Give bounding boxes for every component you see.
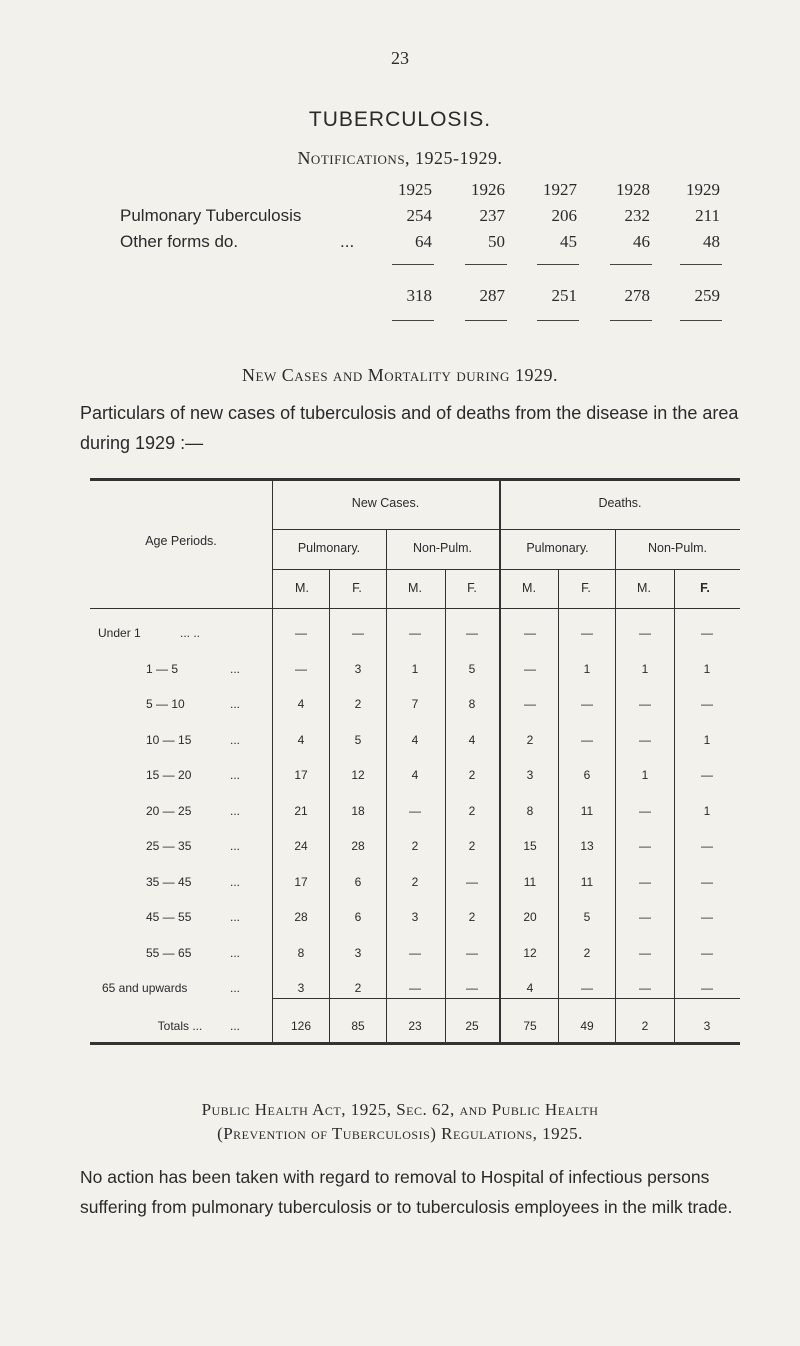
table-cell: — (639, 875, 651, 889)
age-period: 45 — 55 (146, 910, 192, 924)
table-cell: 3 (297, 981, 305, 995)
notifications-row (110, 232, 720, 258)
deaths-nonpulm-header: Non-Pulm. (647, 541, 708, 555)
notifications-value: 48 (703, 232, 720, 251)
table-cell: 6 (583, 768, 591, 782)
rule (392, 264, 434, 265)
total-value: 75 (523, 1019, 537, 1033)
table-cell: 2 (468, 839, 476, 853)
table-cell: — (295, 662, 307, 676)
total-value: 25 (465, 1019, 479, 1033)
table-cell: 18 (351, 804, 365, 818)
table-cell: 8 (468, 697, 476, 711)
leader-dots: ... (230, 875, 241, 889)
table-cell: 20 (523, 910, 537, 924)
table-cell: — (581, 626, 593, 640)
leader-dots: ... (230, 981, 241, 995)
age-period: Under 1 (98, 626, 141, 640)
age-period: 10 — 15 (146, 733, 192, 747)
table-cell: 2 (468, 768, 476, 782)
header-rule (272, 529, 740, 530)
table-cell: 1 (703, 662, 711, 676)
table-cell: — (466, 981, 478, 995)
table-cell: 17 (294, 768, 308, 782)
rule (465, 320, 507, 321)
table-cell: 28 (351, 839, 365, 853)
table-cell: 8 (526, 804, 534, 818)
notifications-row-dots: ... (340, 232, 355, 251)
rule (680, 320, 722, 321)
table-cell: 1 (583, 662, 591, 676)
notifications-value: 206 (551, 206, 577, 225)
header-rule (90, 608, 740, 609)
page-number: 23 (391, 48, 409, 68)
table-cell: — (701, 875, 713, 889)
total-value: 2 (641, 1019, 649, 1033)
notifications-years-row (110, 180, 720, 206)
table-cell: 4 (526, 981, 534, 995)
notifications-value: 232 (624, 206, 650, 225)
age-period: 25 — 35 (146, 839, 192, 853)
column-divider (558, 569, 559, 1042)
table-cell: 3 (411, 910, 419, 924)
rule (537, 320, 579, 321)
sex-header: F. (700, 581, 710, 595)
notifications-heading: Notifications, 1925-1929. (297, 148, 503, 168)
leader-dots: ... (230, 839, 241, 853)
rule (610, 264, 652, 265)
year-header: 1927 (543, 180, 577, 199)
sex-header: M. (637, 581, 651, 595)
table-cell: — (701, 768, 713, 782)
table-cell: 24 (294, 839, 308, 853)
table-cell: — (409, 981, 421, 995)
notifications-value: 64 (415, 232, 432, 251)
age-period: 20 — 25 (146, 804, 192, 818)
table-cell: 3 (354, 946, 362, 960)
table-cell: — (409, 626, 421, 640)
table-cell: — (581, 697, 593, 711)
totals-rule (272, 998, 740, 999)
table-cell: — (639, 804, 651, 818)
table-cell: 1 (411, 662, 419, 676)
sex-header: M. (522, 581, 536, 595)
column-divider (615, 529, 616, 1042)
year-header: 1929 (686, 180, 720, 199)
rule (537, 264, 579, 265)
table-cell: 11 (580, 804, 594, 818)
sex-header: M. (295, 581, 309, 595)
table-cell: 1 (703, 804, 711, 818)
year-header: 1926 (471, 180, 505, 199)
table-cell: — (409, 946, 421, 960)
table-cell: 5 (354, 733, 362, 747)
table-cell: 4 (411, 768, 419, 782)
table-cell: — (524, 626, 536, 640)
age-period: 35 — 45 (146, 875, 192, 889)
table-cell: 11 (580, 875, 594, 889)
table-cell: — (639, 981, 651, 995)
page-title: TUBERCULOSIS. (308, 108, 492, 131)
table-cell: — (639, 697, 651, 711)
table-cell: — (581, 981, 593, 995)
table-cell: — (524, 662, 536, 676)
table-cell: — (409, 804, 421, 818)
table-cell: 6 (354, 875, 362, 889)
public-health-heading-line: (Prevention of Tuberculosis) Regulations, 1925. (217, 1124, 583, 1143)
column-divider (674, 569, 675, 1042)
table-cell: — (639, 626, 651, 640)
age-periods-header: Age Periods. (145, 534, 217, 548)
header-rule (272, 569, 740, 570)
sex-header: F. (581, 581, 591, 595)
age-period: 1 — 5 (146, 662, 179, 676)
table-top-rule (90, 478, 740, 481)
leader-dots: ... (230, 910, 241, 924)
total-value: 126 (290, 1019, 312, 1033)
rule (680, 264, 722, 265)
total-value: 49 (580, 1019, 594, 1033)
table-cell: 28 (294, 910, 308, 924)
year-header: 1928 (616, 180, 650, 199)
leader-dots: ... .. (180, 626, 201, 640)
table-cell: 12 (523, 946, 537, 960)
public-health-heading-line: Public Health Act, 1925, Sec. 62, and Public Health (201, 1100, 599, 1119)
intro-paragraph: Particulars of new cases of tuberculosis and of deaths from the disease in the area during 1929 :— (80, 403, 739, 453)
totals-label: Totals ... (157, 1019, 203, 1033)
table-cell: 6 (354, 910, 362, 924)
rule (610, 320, 652, 321)
table-cell: 21 (294, 804, 308, 818)
table-cell: 2 (468, 910, 476, 924)
table-cell: 11 (523, 875, 537, 889)
table-cell: 1 (703, 733, 711, 747)
table-cell: — (466, 946, 478, 960)
notifications-value: 45 (560, 232, 577, 251)
column-divider (329, 569, 330, 1042)
new-nonpulm-header: Non-Pulm. (412, 541, 473, 555)
table-cell: 3 (526, 768, 534, 782)
table-cell: 2 (354, 697, 362, 711)
total-value: 3 (703, 1019, 711, 1033)
rule (392, 320, 434, 321)
table-cell: 2 (411, 875, 419, 889)
notifications-row-label: Pulmonary Tuberculosis (120, 206, 302, 225)
sex-header: M. (408, 581, 422, 595)
table-cell: 12 (351, 768, 365, 782)
notifications-value: 211 (695, 206, 720, 225)
table-cell: — (701, 946, 713, 960)
table-cell: 4 (297, 697, 305, 711)
notifications-total: 287 (479, 286, 505, 305)
cases-deaths-table (90, 478, 740, 1042)
deaths-header: Deaths. (598, 496, 642, 510)
column-divider (445, 569, 446, 1042)
table-cell: — (639, 946, 651, 960)
table-cell: 15 (523, 839, 537, 853)
total-value: 85 (351, 1019, 365, 1033)
notifications-row (110, 206, 720, 232)
sex-header: F. (467, 581, 477, 595)
notifications-value: 237 (479, 206, 505, 225)
new-pulmonary-header: Pulmonary. (297, 541, 361, 555)
column-divider (386, 529, 387, 1042)
table-cell: 8 (297, 946, 305, 960)
table-cell: — (639, 910, 651, 924)
year-header: 1925 (398, 180, 432, 199)
sex-header: F. (352, 581, 362, 595)
table-cell: — (524, 697, 536, 711)
notifications-total: 251 (551, 286, 577, 305)
public-health-heading (0, 1098, 800, 1146)
table-cell: — (701, 839, 713, 853)
table-cell: 4 (297, 733, 305, 747)
leader-dots: ... (230, 804, 241, 818)
table-cell: 5 (583, 910, 591, 924)
table-cell: 4 (411, 733, 419, 747)
notifications-row-label: Other forms do. (120, 232, 239, 251)
leader-dots: ... (230, 946, 241, 960)
mortality-heading: New Cases and Mortality during 1929. (242, 365, 558, 385)
notifications-total: 278 (624, 286, 650, 305)
leader-dots: ... (230, 733, 241, 747)
age-period: 15 — 20 (146, 768, 192, 782)
table-cell: — (466, 626, 478, 640)
leader-dots: ... (230, 768, 241, 782)
age-period: 65 and upwards (102, 981, 188, 995)
table-cell: 7 (411, 697, 419, 711)
table-cell: 13 (580, 839, 594, 853)
leader-dots: ... (230, 697, 241, 711)
table-cell: 2 (468, 804, 476, 818)
table-cell: 4 (468, 733, 476, 747)
table-cell: — (295, 626, 307, 640)
notifications-totals-row (110, 286, 720, 312)
table-cell: 1 (641, 662, 649, 676)
leader-dots: ... (230, 662, 241, 676)
table-cell: 17 (294, 875, 308, 889)
notifications-value: 254 (406, 206, 432, 225)
notifications-total: 259 (694, 286, 720, 305)
table-cell: — (352, 626, 364, 640)
notifications-value: 50 (488, 232, 505, 251)
table-cell: — (701, 981, 713, 995)
table-cell: 2 (411, 839, 419, 853)
deaths-pulmonary-header: Pulmonary. (526, 541, 589, 555)
totals-dots: ... (230, 1019, 241, 1033)
table-cell: — (701, 626, 713, 640)
rule (465, 264, 507, 265)
table-cell: 2 (583, 946, 591, 960)
table-cell: 2 (354, 981, 362, 995)
table-cell: — (701, 697, 713, 711)
table-cell: — (639, 733, 651, 747)
table-cell: — (701, 910, 713, 924)
table-cell: 5 (468, 662, 476, 676)
table-cell: — (581, 733, 593, 747)
column-divider (499, 478, 501, 1042)
notifications-total: 318 (406, 286, 432, 305)
table-cell: 1 (641, 768, 649, 782)
table-cell: — (639, 839, 651, 853)
table-cell: — (466, 875, 478, 889)
age-period: 5 — 10 (146, 697, 185, 711)
table-bottom-rule (90, 1042, 740, 1045)
table-cell: 3 (354, 662, 362, 676)
age-period: 55 — 65 (146, 946, 192, 960)
total-value: 23 (408, 1019, 422, 1033)
table-cell: 2 (526, 733, 534, 747)
action-paragraph: No action has been taken with regard to removal to Hospital of infectious persons suffering from pulmonary tuberculosis or to tuberculosis employees in the milk trade. (80, 1167, 733, 1217)
notifications-value: 46 (633, 232, 650, 251)
new-cases-header: New Cases. (351, 496, 420, 510)
